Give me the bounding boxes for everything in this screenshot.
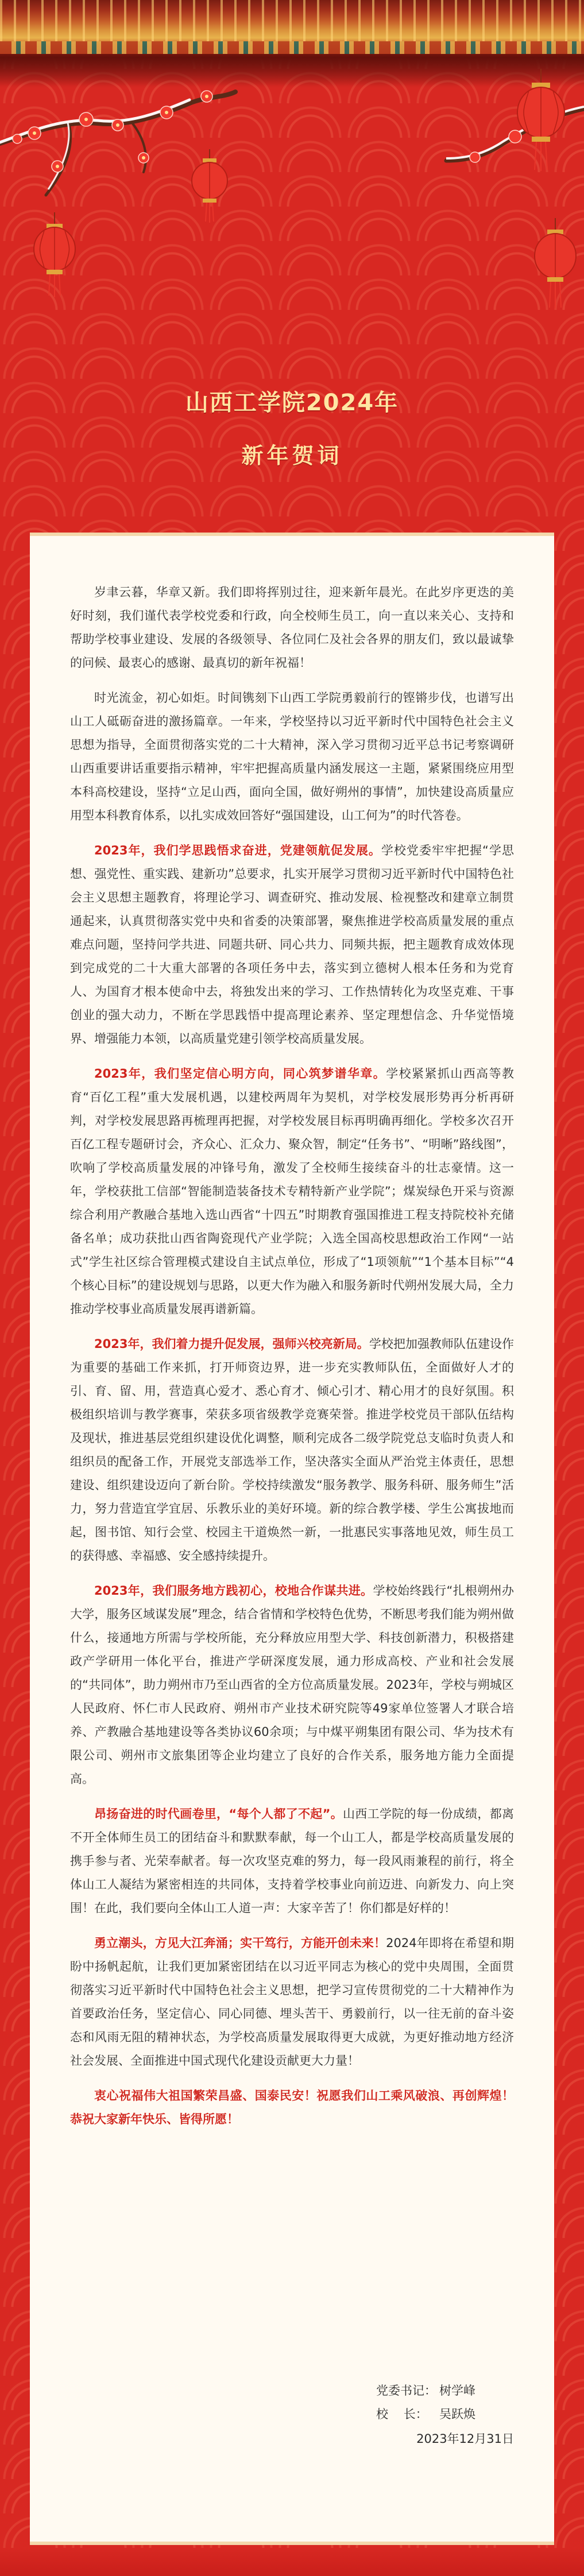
paragraph-highlight: 2023年，我们服务地方践初心，校地合作谋共进。 xyxy=(94,1584,373,1598)
roof-tiles xyxy=(0,0,584,41)
page-title: 山西工学院2024年 xyxy=(185,390,399,416)
letter-paragraph: 昂扬奋进的时代画卷里，“每个人都了不起”。山西工学院的每一份成绩，都离不开全体师生员工的团结奋斗和默默奉献，每一个山工人，都是学校高质量发展的携手参与者、光荣奉献者。每一次攻坚克难的努力，每一段风雨兼程的前行，将全体山工人凝结为紧密相连的共同体，支持着学校事业向前迈进、向新发力、向上突围！在此，我们要向全体山工人道一声：大家辛苦了！你们都是好样的！ xyxy=(70,1807,515,1915)
paragraph-highlight: 2023年，我们学思践悟求奋进，党建领航促发展。 xyxy=(94,844,381,857)
roof-painted-beam xyxy=(0,41,584,54)
signature-date: 2023年12月31日 xyxy=(416,2432,514,2446)
paragraph-highlight: 勇立潮头，方见大江奔涌；实干笃行，方能开创未来！ xyxy=(94,1936,386,1950)
red-lantern-icon xyxy=(532,218,578,310)
letter-paragraph: 2023年，我们着力提升促发展，强师兴校亮新局。学校把加强教师队伍建设作为重要的基础工作来抓，打开师资边界，进一步充实教师队伍，全面做好人才的引、育、留、用，营造真心爱才、悉心育才、倾心引才、精心用才的良好氛围。积极组织培训与教学赛事，荣获多项省级教学竞赛荣誉。推进学校党员干部队伍结构及现状，推进基层党组织建设优化调整，顺利完成各二级学院党总支临时负责人和组织员的配备工作，开展党支部选举工作，坚决落实全面从严治党主体责任，思想建设、组织建设迈向了新台阶。学校持续激发“服务教学、服务科研、服务师生”活力，努力营造宜学宜居、乐教乐业的美好环境。新的综合教学楼、学生公寓拔地而起，图书馆、知行会堂、校园主干道焕然一新，一批惠民实事落地见效，师生员工的获得感、幸福感、安全感持续提升。 xyxy=(70,1337,514,1563)
letter-paragraph: 2023年，我们学思践悟求奋进，党建领航促发展。学校党委牢牢把握“学思想、强党性、重实践、建新功”总要求，扎实开展学习贯彻习近平新时代中国特色社会主义思想主题教育，将理论学习、调查研究、推动发展、检视整改和建章立制贯通起来，认真贯彻落实党中央和省委的决策部署，聚焦推进学校高质量发展的重点难点问题，坚持问学共进、同题共研、同心共力、同频共振，把主题教育成效体现到完成党的二十大重大部署的各项任务中去，落实到立德树人根本任务和为党育人、为国育才根本使命中去，将独发出来的学习、工作热情转化为攻坚克难、干事创业的强大动力，不断在学思践悟中提高理论素养、坚定理想信念、升华觉悟境界、增强能力本领，以高质量党建引领学校高质量发展。 xyxy=(70,844,514,1046)
letter-paragraph: 岁聿云暮，华章又新。我们即将挥别过往，迎来新年晨光。在此岁序更迭的美好时刻，我们谨代表学校党委和行政，向全校师生员工，向一直以来关心、支持和帮助学校事业建设、发展的各级领导、各位同仁及社会各界的朋友们，致以最诚挚的问候、最衷心的感谢、最真切的新年祝福！ xyxy=(70,585,514,670)
greeting-title-block xyxy=(0,384,584,469)
signature-name: 吴跃焕 xyxy=(439,2407,475,2421)
paragraph-highlight: 2023年，我们着力提升促发展，强师兴校亮新局。 xyxy=(94,1337,369,1351)
red-lantern-icon xyxy=(515,69,567,172)
signature-secretary xyxy=(376,2379,514,2403)
signature-block xyxy=(376,2379,514,2451)
signature-role: 党委书记： xyxy=(376,2384,436,2398)
red-lantern-icon xyxy=(189,149,230,224)
red-lantern-icon xyxy=(32,212,78,298)
letter-paragraph: 2023年，我们服务地方践初心，校地合作谋共进。学校始终践行“扎根朔州办大学，服务区域谋发展”理念，结合省情和学校特色优势，不断思考我们能为朔州做什么，接通地方所需与学校所能，充分释放应用型大学、科技创新潜力，积极搭建政产学研用一体化平台，推进产学研深度发展，通力形成高校、产业和社会发展的“共同体”，助力朔州市乃至山西省的全方位高质量发展。2023年，学校与朔城区人民政府、怀仁市人民政府、朔州市产业技术研究院等49家单位签署人才联合培养、产教融合基地建设等各类协议60余项；与中煤平朔集团有限公司、华为技术有限公司、朔州市文旅集团等企业均建立了良好的合作关系，服务地方能力全面提高。 xyxy=(70,1584,514,1786)
signature-president xyxy=(376,2403,514,2426)
bottom-band xyxy=(0,2548,584,2576)
page-subtitle: 新年贺词 xyxy=(241,443,343,468)
letter-paragraph: 时光流金，初心如炬。时间镌刻下山西工学院勇毅前行的铿锵步伐，也谱写出山工人砥砺奋进的激扬篇章。一年来，学校坚持以习近平新时代中国特色社会主义思想为指导，全面贯彻落实党的二十大精神，深入学习贯彻习近平总书记考察调研山西重要讲话重要指示精神，牢牢把握高质量内涵发展这一主题，紧紧围绕应用型本科高校建设，坚持“立足山西，面向全国，做好朔州的事情”，加快建设高质量应用型本科教育体系，以扎实成效回答好“强国建设，山工何为”的时代答卷。 xyxy=(70,691,514,822)
signature-name: 树学峰 xyxy=(439,2384,475,2398)
letter-paragraph: 2023年，我们坚定信心明方向，同心筑梦谱华章。学校紧紧抓山西高等教育“百亿工程”重大发展机遇，以建校两周年为契机，对学校发展形势再分析再研判，对学校发展思路再梳理再把握，对学校发展目标再明确再细化。学校多次召开百亿工程专题研讨会，齐众心、汇众力、聚众智，制定“任务书”、“明晰”路线图”，吹响了学校高质量发展的冲锋号角，激发了全校师生接续奋斗的壮志豪情。这一年，学校获批工信部“智能制造装备技术专精特新产业学院”；煤炭绿色开采与资源综合利用产教融合基地入选山西省“十四五”时期教育强国推进工程支持院校补充储备名单；成功获批山西省陶瓷现代产业学院；入选全国高校思想政治工作网“一站式”学生社区综合管理模式建设自主试点单位，形成了“1项领航”“1个基本目标”“4个核心目标”的建设规划与思路，以更大作为融入和服务新时代朔州发展大局，全力推动学校事业高质量发展再谱新篇。 xyxy=(70,1067,514,1316)
paragraph-highlight: 昂扬奋进的时代画卷里，“每个人都了不起”。 xyxy=(94,1807,343,1821)
closing-wish: 衷心祝福伟大祖国繁荣昌盛、国泰民安！祝愿我们山工乘风破浪、再创辉煌！恭祝大家新年快乐、皆得所愿！ xyxy=(70,2089,514,2126)
letter-paragraph: 勇立潮头，方见大江奔涌；实干笃行，方能开创未来！2024年即将在希望和期盼中扬帆起航，让我们更加紧密团结在以习近平同志为核心的党中央周围，全面贯彻落实习近平新时代中国特色社会主义思想，把学习宣传贯彻党的二十大精神作为首要政治任务，坚定信心、同心同德、埋头苦干、勇毅前行，以一往无前的奋斗姿态和风雨无阻的精神状态，为学校高质量发展取得更大成就，为更好推动地方经济社会发展、全面推进中国式现代化建设贡献更大力量！ xyxy=(70,1936,515,2068)
signature-role: 校 长： xyxy=(376,2407,428,2421)
paragraph-highlight: 2023年，我们坚定信心明方向，同心筑梦谱华章。 xyxy=(94,1067,386,1081)
letter-card xyxy=(30,533,554,2545)
